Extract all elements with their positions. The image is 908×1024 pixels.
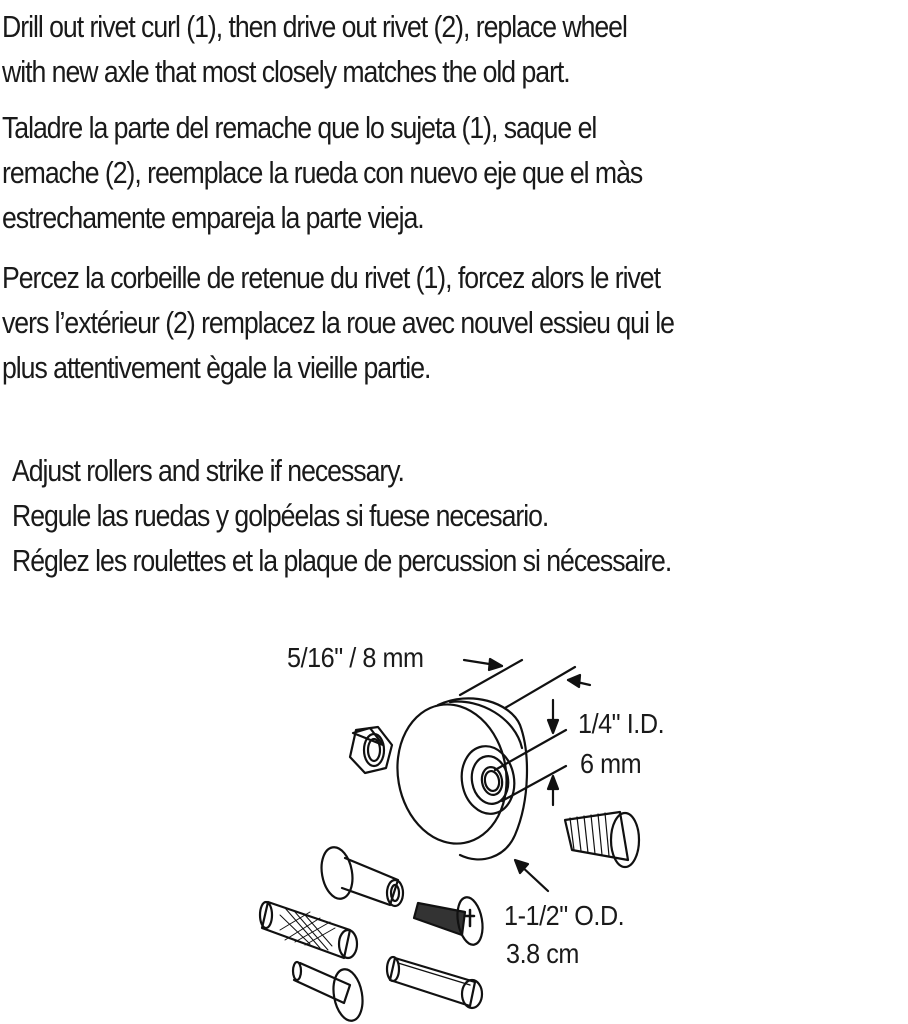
outer-diameter-metric-label: 3.8 cm bbox=[506, 938, 579, 969]
split-sleeve-icon bbox=[387, 957, 482, 1008]
outer-diameter-arrow-icon bbox=[515, 860, 548, 891]
outer-diameter-label: 1-1/2" O.D. bbox=[504, 900, 625, 931]
text-line: Drill out rivet curl (1), then drive out rivet (2), replace wheel bbox=[2, 9, 627, 44]
knurled-pin-icon bbox=[260, 902, 357, 958]
inner-diameter-label: 1/4" I.D. bbox=[578, 708, 665, 739]
text-line: with new axle that most closely matches the old part. bbox=[2, 54, 570, 89]
text-line: Adjust rollers and strike if necessary. bbox=[12, 453, 404, 488]
threaded-axle-screw-icon bbox=[565, 812, 639, 867]
inner-diameter-metric-label: 6 mm bbox=[580, 748, 642, 779]
width-dimension-icon bbox=[460, 659, 590, 708]
flanged-sleeve-icon bbox=[318, 845, 403, 906]
text-line: vers l’extérieur (2) remplacez la roue avec nouvel essieu qui le bbox=[2, 305, 674, 340]
hex-nut-icon bbox=[350, 727, 392, 773]
rivet-icon bbox=[293, 962, 366, 1023]
flat-head-screw-icon bbox=[414, 895, 486, 946]
text-line: Percez la corbeille de retenue du rivet (1), forcez alors le rivet bbox=[2, 260, 660, 295]
text-line: Réglez les roulettes et la plaque de percussion si nécessaire. bbox=[12, 543, 672, 578]
text-line: estrechamente empareja la parte vieja. bbox=[2, 200, 424, 235]
width-label: 5/16" / 8 mm bbox=[287, 642, 424, 673]
text-line: plus attentivement ègale la vieille partie. bbox=[2, 350, 431, 385]
wheel-icon bbox=[387, 696, 527, 860]
text-line: Taladre la parte del remache que lo sujeta (1), saque el bbox=[2, 110, 597, 145]
text-line: Regule las ruedas y golpéelas si fuese necesario. bbox=[12, 498, 549, 533]
text-line: remache (2), reemplace la rueda con nuevo eje que el màs bbox=[2, 155, 643, 190]
